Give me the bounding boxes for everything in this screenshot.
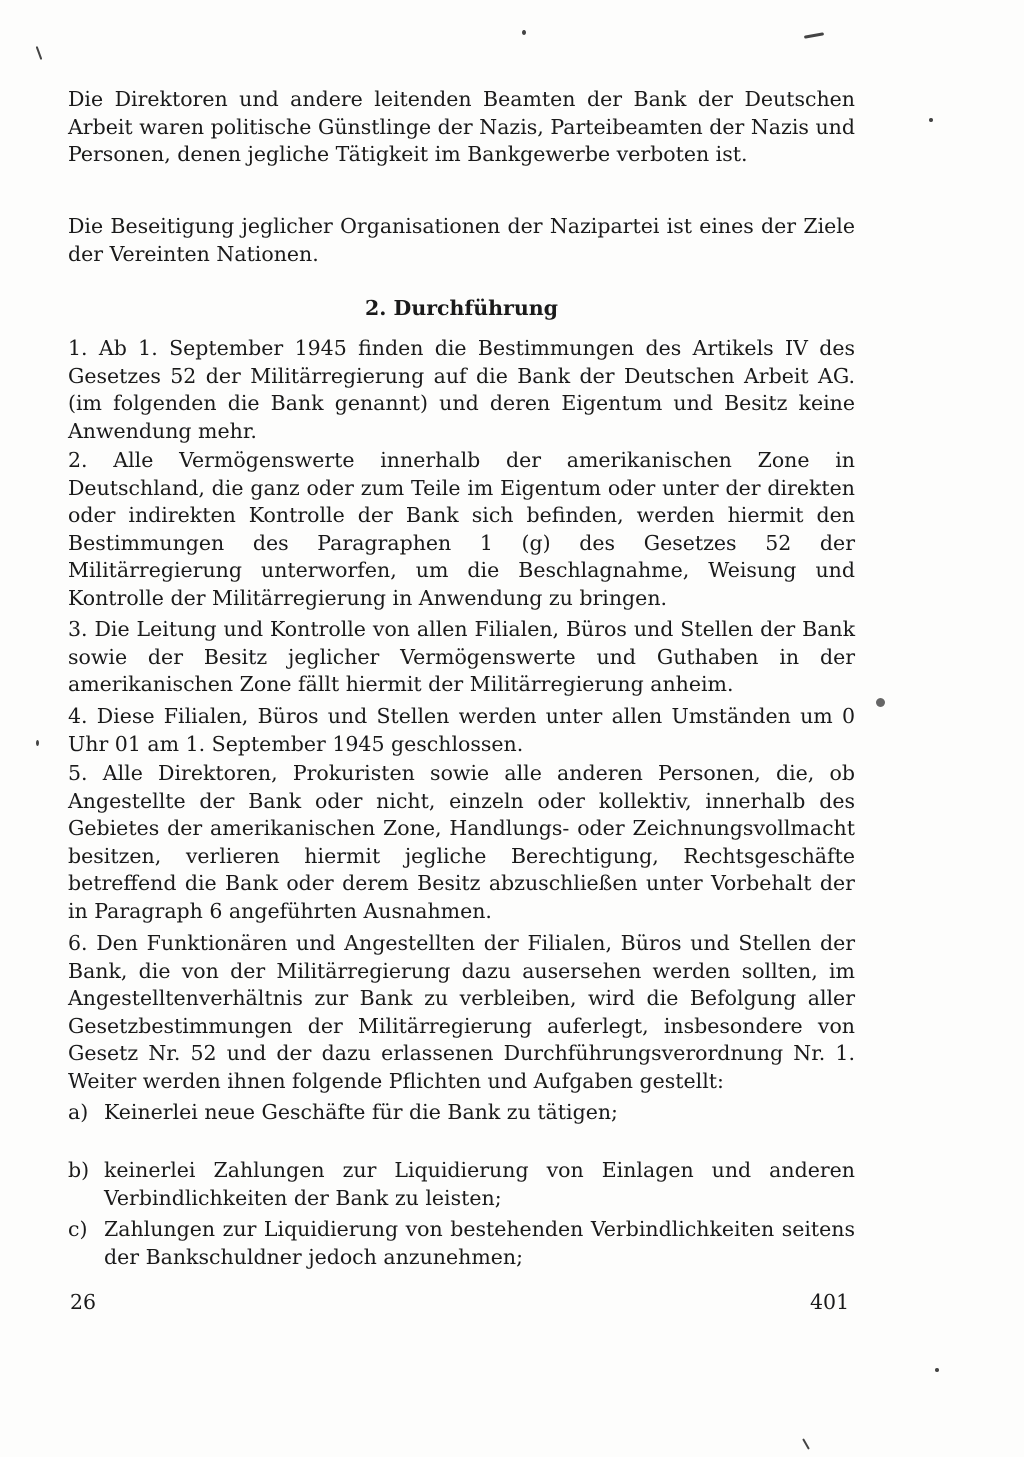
subitem-text: keinerlei Zahlungen zur Liquidierung von Einlagen und anderen Verbindlichkeiten der Bank zu leisten;	[104, 1158, 855, 1210]
subitem-text: Keinerlei neue Geschäfte für die Bank zu tätigen;	[104, 1100, 618, 1124]
section-item-2: 2. Alle Vermögenswerte innerhalb der amerikanischen Zone in Deutschland, die ganz oder zum Teile im Eigentum oder unter der direkten oder indirekten Kontrolle der Bank sich befinden, werden hiermit den Bestimmungen des Paragraphen 1 (g) des Gesetzes 52 der Militärregierung unterworfen, um die Beschlagnahme, Weisung und Kontrolle der Militärregierung in Anwendung zu bringen.	[68, 448, 855, 610]
scan-speck	[802, 1438, 810, 1449]
subitem-b	[68, 1157, 855, 1212]
scan-speck	[929, 118, 933, 122]
subitem-c	[68, 1216, 855, 1271]
intro-paragraph-1: Die Direktoren und andere leitenden Beamten der Bank der Deutschen Arbeit waren politische Günstlinge der Nazis, Parteibeamten der Nazis und Personen, denen jegliche Tätigkeit im Bankgewerbe verboten ist.	[68, 87, 855, 166]
page-number: 401	[810, 1290, 850, 1314]
intro-paragraph-2: Die Beseitigung jeglicher Organisationen der Nazipartei ist eines der Ziele der Vereinten Nationen.	[68, 214, 855, 266]
subitem-text: Zahlungen zur Liquidierung von bestehenden Verbindlichkeiten seitens der Bankschuldner jedoch anzunehmen;	[104, 1217, 855, 1269]
subitem-marker: a)	[68, 1100, 89, 1124]
section-item-1: 1. Ab 1. September 1945 finden die Bestimmungen des Artikels IV des Gesetzes 52 der Militärregierung auf die Bank der Deutschen Arbeit AG. (im folgenden die Bank genannt) und deren Eigentum und Besitz keine Anwendung mehr.	[68, 336, 855, 443]
section-heading: 2. Durchführung	[365, 296, 558, 320]
scan-speck	[804, 32, 824, 38]
section-item-5: 5. Alle Direktoren, Prokuristen sowie alle anderen Personen, die, ob Angestellte der Bank oder nicht, einzeln oder kollektiv, innerhalb des Gebietes der amerikanischen Zone, Handlungs- oder Zeichnungsvollmacht besitzen, verlieren hiermit jegliche Berechtigung, Rechtsgeschäfte betreffend die Bank oder derem Besitz abzuschließen unter Vorbehalt der in Paragraph 6 angeführten Ausnahmen.	[68, 761, 855, 923]
section-item-4: 4. Diese Filialen, Büros und Stellen werden unter allen Umständen um 0 Uhr 01 am 1. September 1945 geschlossen.	[68, 704, 855, 756]
subitem-marker: c)	[68, 1217, 88, 1241]
section-item-6: 6. Den Funktionären und Angestellten der Filialen, Büros und Stellen der Bank, die von der Militärregierung dazu ausersehen werden sollten, im Angestelltenverhältnis zur Bank zu verbleiben, wird die Befolgung aller Gesetzbestimmungen der Militärregierung auferlegt, insbesondere von Gesetz Nr. 52 und der dazu erlassenen Durchführungsverordnung Nr. 1. Weiter werden ihnen folgende Pflichten und Aufgaben gestellt:	[68, 931, 855, 1093]
scan-speck	[522, 30, 526, 35]
subitem-a	[68, 1099, 855, 1127]
section-item-3: 3. Die Leitung und Kontrolle von allen Filialen, Büros und Stellen der Bank sowie der Besitz jeglicher Vermögenswerte und Guthaben in der amerikanischen Zone fällt hiermit der Militärregierung anheim.	[68, 617, 855, 696]
subitem-marker: b)	[68, 1158, 90, 1182]
scan-speck	[935, 1368, 939, 1372]
scan-speck	[36, 46, 43, 60]
signature-mark: 26	[70, 1290, 97, 1314]
scan-speck	[36, 740, 39, 746]
scan-speck	[876, 698, 885, 707]
